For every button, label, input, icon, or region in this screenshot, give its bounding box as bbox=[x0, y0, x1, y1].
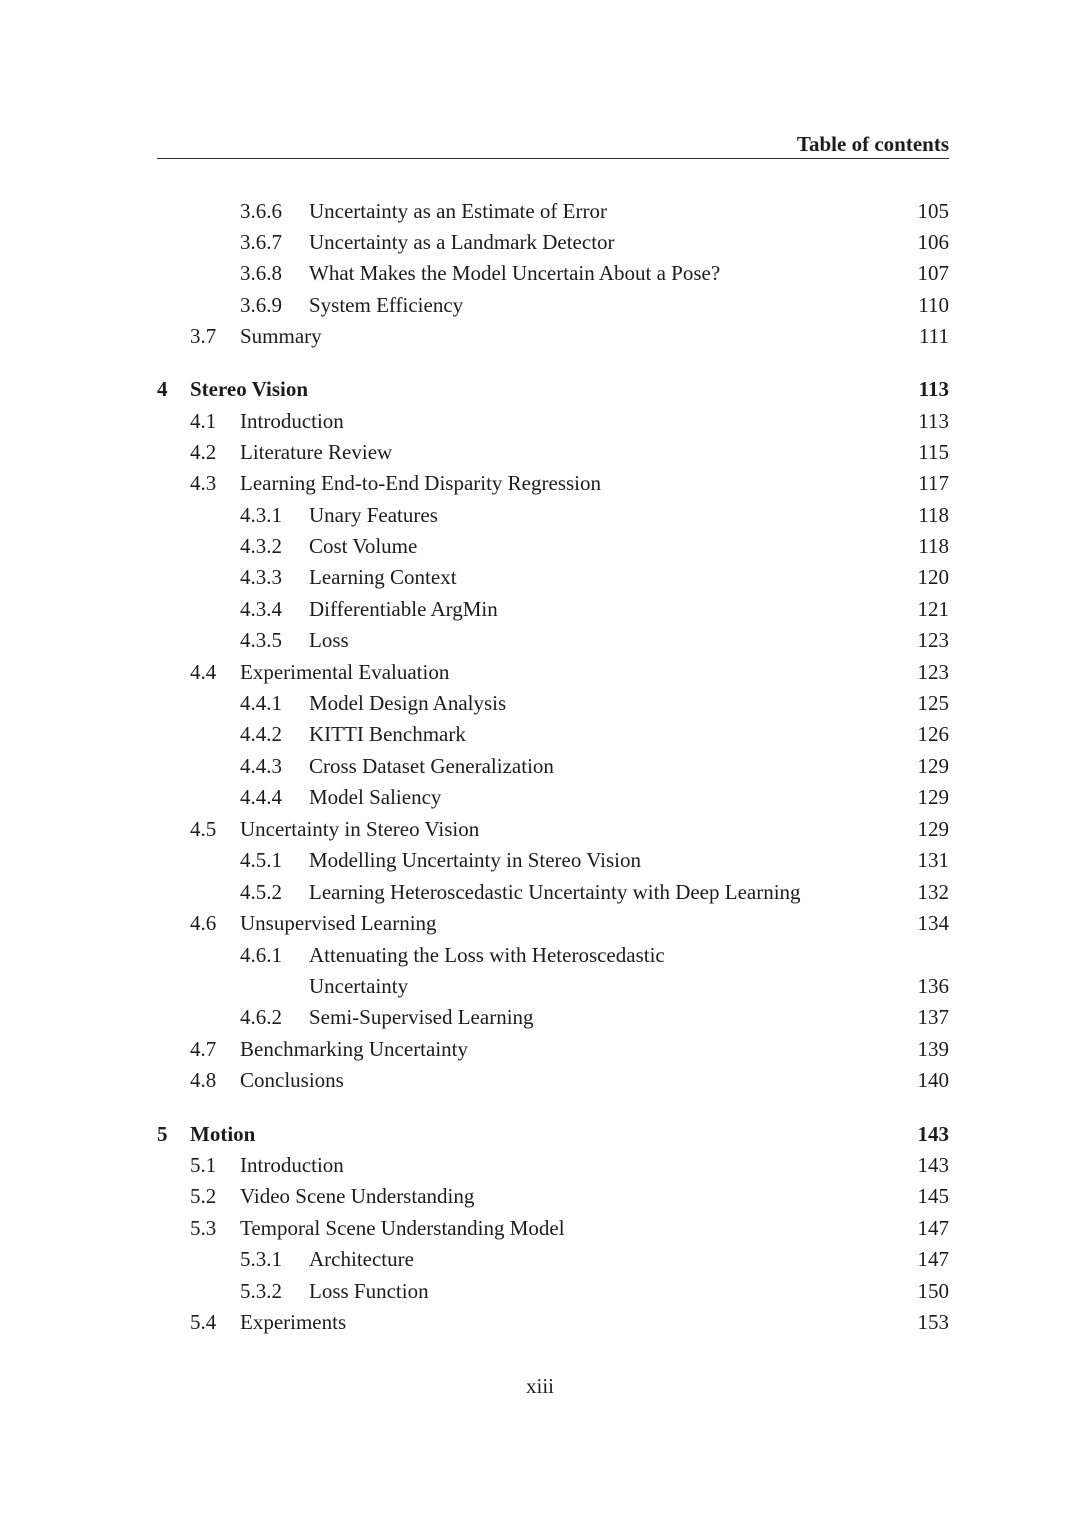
toc-entry-page: 115 bbox=[910, 436, 949, 468]
toc-entry-number: 5.4 bbox=[190, 1310, 217, 1334]
toc-entry-title: Learning End-to-End Disparity Regression bbox=[240, 467, 607, 499]
toc-entry[interactable] bbox=[0, 1149, 1080, 1181]
toc-entry-number: 5.2 bbox=[190, 1184, 217, 1208]
toc-entry-title: Loss bbox=[309, 624, 355, 656]
toc-entry-page: 143 bbox=[910, 1118, 950, 1150]
page-number: xiii bbox=[525, 1374, 554, 1398]
toc-entry-title: Architecture bbox=[309, 1243, 420, 1275]
toc-entry-number: 5.1 bbox=[190, 1153, 217, 1177]
toc-entry-title: Motion bbox=[190, 1118, 261, 1150]
toc-entry[interactable] bbox=[0, 687, 1080, 719]
toc-entry-number: 4.8 bbox=[190, 1068, 217, 1092]
toc-entry[interactable] bbox=[0, 1243, 1080, 1275]
toc-entry-title: Experimental Evaluation bbox=[240, 656, 455, 688]
toc-entry-title: Benchmarking Uncertainty bbox=[240, 1033, 474, 1065]
toc-entry[interactable] bbox=[0, 561, 1080, 593]
toc-entry-number: 4.3.4 bbox=[240, 597, 282, 621]
toc-entry[interactable] bbox=[0, 813, 1080, 845]
toc-entry[interactable] bbox=[0, 436, 1080, 468]
toc-entry-title: Model Design Analysis bbox=[309, 687, 512, 719]
toc-entry-page: 129 bbox=[910, 781, 950, 813]
toc-entry-title: Stereo Vision bbox=[190, 373, 314, 405]
toc-entry[interactable] bbox=[0, 844, 1080, 876]
toc-entry-title: Uncertainty as a Landmark Detector bbox=[309, 226, 621, 258]
toc-entry-page: 117 bbox=[910, 467, 949, 499]
toc-entry[interactable] bbox=[0, 781, 1080, 813]
toc-entry-title: Cross Dataset Generalization bbox=[309, 750, 560, 782]
toc-entry-number: 4.6 bbox=[190, 911, 217, 935]
toc-entry-number: 4.4.2 bbox=[240, 722, 282, 746]
toc-entry[interactable] bbox=[0, 1064, 1080, 1096]
toc-entry-title: Cost Volume bbox=[309, 530, 423, 562]
toc-chapter[interactable] bbox=[0, 373, 1080, 405]
toc-entry-page: 106 bbox=[910, 226, 950, 258]
toc-entry-page: 121 bbox=[910, 593, 950, 625]
toc-entry-page: 110 bbox=[910, 289, 949, 321]
toc-entry-page: 147 bbox=[910, 1212, 950, 1244]
toc-entry[interactable] bbox=[0, 1001, 1080, 1033]
toc-entry-number: 3.7 bbox=[190, 324, 217, 348]
toc-entry-title: Uncertainty as an Estimate of Error bbox=[309, 195, 613, 227]
toc-entry-title: Modelling Uncertainty in Stereo Vision bbox=[309, 844, 647, 876]
toc-entry-number: 4.6.1 bbox=[240, 943, 282, 967]
toc-entry[interactable] bbox=[0, 1212, 1080, 1244]
toc-entry[interactable] bbox=[0, 289, 1080, 321]
toc-entry-number: 4.3 bbox=[190, 471, 217, 495]
toc-entry-number: 4.3.2 bbox=[240, 534, 282, 558]
toc-entry[interactable] bbox=[0, 907, 1080, 939]
toc-entry-page: 113 bbox=[911, 373, 949, 405]
toc-entry[interactable] bbox=[0, 876, 1080, 908]
toc-entry[interactable] bbox=[0, 257, 1080, 289]
toc-entry-title: Experiments bbox=[240, 1306, 352, 1338]
toc-entry-page: 105 bbox=[910, 195, 950, 227]
toc-entry-title: Learning Heteroscedastic Uncertainty with Deep Learning bbox=[309, 876, 807, 908]
toc-entry-title: Conclusions bbox=[240, 1064, 350, 1096]
toc-entry[interactable] bbox=[0, 405, 1080, 437]
toc-entry-number: 5.3.1 bbox=[240, 1247, 282, 1271]
toc-entry-page: 126 bbox=[910, 718, 950, 750]
toc-entry-title: Video Scene Understanding bbox=[240, 1180, 480, 1212]
toc-entry-title: Uncertainty in Stereo Vision bbox=[240, 813, 485, 845]
toc-entry-number: 3.6.8 bbox=[240, 261, 282, 285]
toc-entry[interactable] bbox=[0, 656, 1080, 688]
toc-entry-number: 3.6.9 bbox=[240, 293, 282, 317]
toc-entry-number: 4.4 bbox=[190, 660, 217, 684]
toc-entry-page: 132 bbox=[910, 876, 950, 908]
toc-entry-number: 4.4.4 bbox=[240, 785, 282, 809]
toc-entry-title: What Makes the Model Uncertain About a Pose? bbox=[309, 257, 726, 289]
toc-entry[interactable] bbox=[0, 1306, 1080, 1338]
toc-entry[interactable] bbox=[0, 718, 1080, 750]
toc-entry-number: 4.4.1 bbox=[240, 691, 282, 715]
toc-entry-title: Loss Function bbox=[309, 1275, 435, 1307]
toc-entry-page: 139 bbox=[910, 1033, 950, 1065]
toc-entry[interactable] bbox=[0, 593, 1080, 625]
toc-entry-title: Literature Review bbox=[240, 436, 398, 468]
toc-entry-number: 4.5.1 bbox=[240, 848, 282, 872]
toc-entry-number: 4.5 bbox=[190, 817, 217, 841]
toc-entry-page: 125 bbox=[910, 687, 950, 719]
toc-entry-page: 129 bbox=[910, 750, 950, 782]
toc-entry-number: 3.6.7 bbox=[240, 230, 282, 254]
toc-entry-page: 136 bbox=[910, 970, 950, 1002]
toc-entry-page: 120 bbox=[910, 561, 950, 593]
toc-entry-number: 4.7 bbox=[190, 1037, 217, 1061]
toc-entry-title: Model Saliency bbox=[309, 781, 447, 813]
toc-entry-page: 129 bbox=[910, 813, 950, 845]
toc-entry[interactable] bbox=[0, 226, 1080, 258]
toc-entry[interactable] bbox=[0, 1033, 1080, 1065]
toc-entry[interactable] bbox=[0, 1180, 1080, 1212]
toc-entry-number: 5.3.2 bbox=[240, 1279, 282, 1303]
toc-entry[interactable] bbox=[0, 530, 1080, 562]
toc-entry[interactable] bbox=[0, 467, 1080, 499]
toc-entry-number: 4.1 bbox=[190, 409, 217, 433]
toc-entry-page: 131 bbox=[910, 844, 950, 876]
toc-entry-title: Summary bbox=[240, 320, 328, 352]
toc-entry-number: 4.3.5 bbox=[240, 628, 282, 652]
toc-entry-number: 4.3.3 bbox=[240, 565, 282, 589]
toc-entry-page: 150 bbox=[910, 1275, 950, 1307]
toc-entry-title: Attenuating the Loss with Heteroscedastic bbox=[309, 939, 671, 971]
toc-entry-title: Uncertainty bbox=[309, 970, 414, 1002]
toc-entry-page: 153 bbox=[910, 1306, 950, 1338]
toc-entry-page: 137 bbox=[910, 1001, 950, 1033]
toc-entry[interactable] bbox=[0, 970, 1080, 1002]
toc-entry-number: 4.3.1 bbox=[240, 503, 282, 527]
toc-entry-number: 4.4.3 bbox=[240, 754, 282, 778]
toc-entry-page: 123 bbox=[910, 624, 950, 656]
toc-entry-number: 5.3 bbox=[190, 1216, 217, 1240]
toc-entry[interactable] bbox=[0, 624, 1080, 656]
toc-entry-title: Introduction bbox=[240, 1149, 350, 1181]
toc-entry-title: System Efficiency bbox=[309, 289, 469, 321]
toc-entry-title: Introduction bbox=[240, 405, 350, 437]
running-header-title: Table of contents bbox=[796, 132, 949, 156]
toc-entry-page: 134 bbox=[910, 907, 950, 939]
toc-entry[interactable] bbox=[0, 499, 1080, 531]
toc-entry-number: 4.2 bbox=[190, 440, 217, 464]
toc-entry-page: 111 bbox=[911, 320, 949, 352]
toc-entry-number: 4.5.2 bbox=[240, 880, 282, 904]
toc-entry-number: 3.6.6 bbox=[240, 199, 282, 223]
toc-entry-page: 107 bbox=[910, 257, 950, 289]
toc-chapter[interactable] bbox=[0, 1118, 1080, 1150]
toc-entry-number: 5 bbox=[157, 1122, 168, 1146]
toc-entry-page: 140 bbox=[910, 1064, 950, 1096]
toc-entry-title: Temporal Scene Understanding Model bbox=[240, 1212, 571, 1244]
toc-entry[interactable] bbox=[0, 939, 1080, 971]
toc-entry-page: 143 bbox=[910, 1149, 950, 1181]
toc-entry-page: 147 bbox=[910, 1243, 950, 1275]
toc-entry-title: KITTI Benchmark bbox=[309, 718, 472, 750]
toc-entry[interactable] bbox=[0, 320, 1080, 352]
toc-entry-page: 145 bbox=[910, 1180, 950, 1212]
toc-entry-title: Unsupervised Learning bbox=[240, 907, 443, 939]
toc-entry-page: 118 bbox=[910, 499, 949, 531]
toc-entry[interactable] bbox=[0, 1275, 1080, 1307]
toc-entry[interactable] bbox=[0, 195, 1080, 227]
toc-entry-page: 118 bbox=[910, 530, 949, 562]
toc-entry-number: 4.6.2 bbox=[240, 1005, 282, 1029]
toc-entry-title: Semi-Supervised Learning bbox=[309, 1001, 540, 1033]
toc-entry-page: 123 bbox=[910, 656, 950, 688]
toc-entry-title: Differentiable ArgMin bbox=[309, 593, 504, 625]
toc-entry-title: Learning Context bbox=[309, 561, 463, 593]
toc-entry-page: 113 bbox=[910, 405, 949, 437]
toc-entry-title: Unary Features bbox=[309, 499, 444, 531]
toc-entry-number: 4 bbox=[157, 377, 168, 401]
toc-entry[interactable] bbox=[0, 750, 1080, 782]
